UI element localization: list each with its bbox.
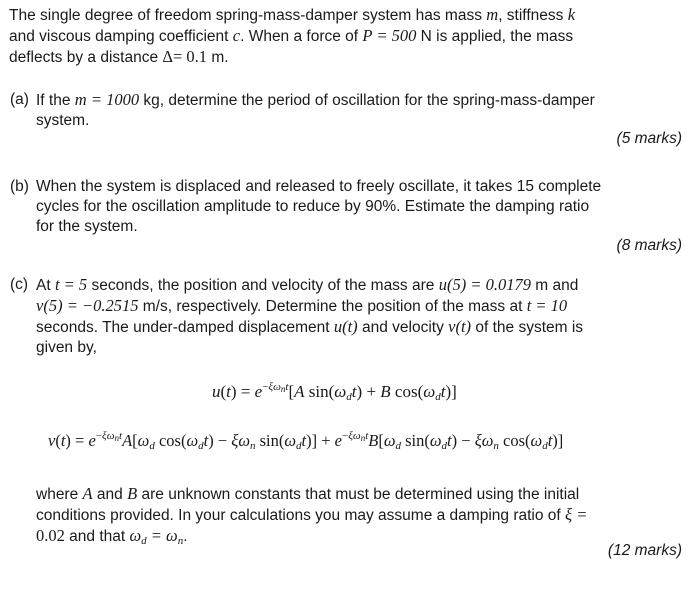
part-a-label: (a) (10, 91, 29, 108)
force-value: P = 500 (362, 26, 417, 45)
velocity-equation: $v(t) = e^{-\xi\omega_nt}A[\omega_d$ $\cos(\omega_dt) - \xi\omega_n$ $\sin(\omega_dt)] + e^{-\xi\omega_nt}B[\omega_d$ $\sin(\omega_dt) - \xi\omega_n$ $\cos(\omega_dt)$] (48, 430, 564, 452)
deflection-value: Δ= 0.1 (162, 47, 208, 66)
damping-ratio-symbol: ξ = (565, 505, 588, 524)
intro-line-3: deflects by a distance Δ= 0.1 m. (9, 47, 229, 66)
part-a-marks: (5 marks) (616, 130, 682, 147)
part-c-label: (c) (10, 276, 29, 293)
part-c: (c) At t = 5 seconds, the position and velocity of the mass are u(5) = 0.0179 m and v(5) = −0.2515 m/s, respectively. Determine the position of the mass at t = 10 seconds. The under-damped displacement u(t) and velocity v(t) of the system is given by, (10, 275, 584, 356)
omega-relation: $\omega_d = \omega_n$ (129, 526, 184, 547)
part-a: (a) If the m = 1000 kg, determine the period of oscillation for the spring-mass-damper system. (10, 90, 595, 129)
mass-value: m = 1000 (74, 90, 140, 109)
displacement-equation: $u(t) = e^{-\xi\omega_nt}[A$ $\sin(\omega_dt) + B$ $\cos(\omega_dt)$] (212, 381, 457, 403)
part-c-marks: (12 marks) (607, 542, 682, 559)
intro-paragraph (9, 5, 681, 68)
position-at-5: u(5) = 0.0179 (438, 275, 531, 294)
damping-ratio-value: 0.02 (36, 526, 65, 545)
part-b: (b) When the system is displaced and released to freely oscillate, it takes 15 complete cycles for the oscillation amplitude to reduce by 90%. Estimate the damping ratio for the system. (10, 178, 602, 235)
intro-line-1: The single degree of freedom spring-mass-damper system has mass m, stiffness k (9, 5, 576, 24)
part-b-marks: (8 marks) (616, 237, 682, 254)
part-b-label: (b) (10, 178, 29, 195)
intro-line-2: and viscous damping coefficient c. When a force of P = 500 N is applied, the mass (9, 26, 574, 45)
velocity-at-5: v(5) = −0.2515 (36, 296, 139, 315)
part-c-conditions: where A and B are unknown constants that must be determined using the initial conditions provided. In your calculations you may assume a damping ratio of ξ = 0.02 and that $\omega_d = \omega_n$. (36, 484, 588, 547)
